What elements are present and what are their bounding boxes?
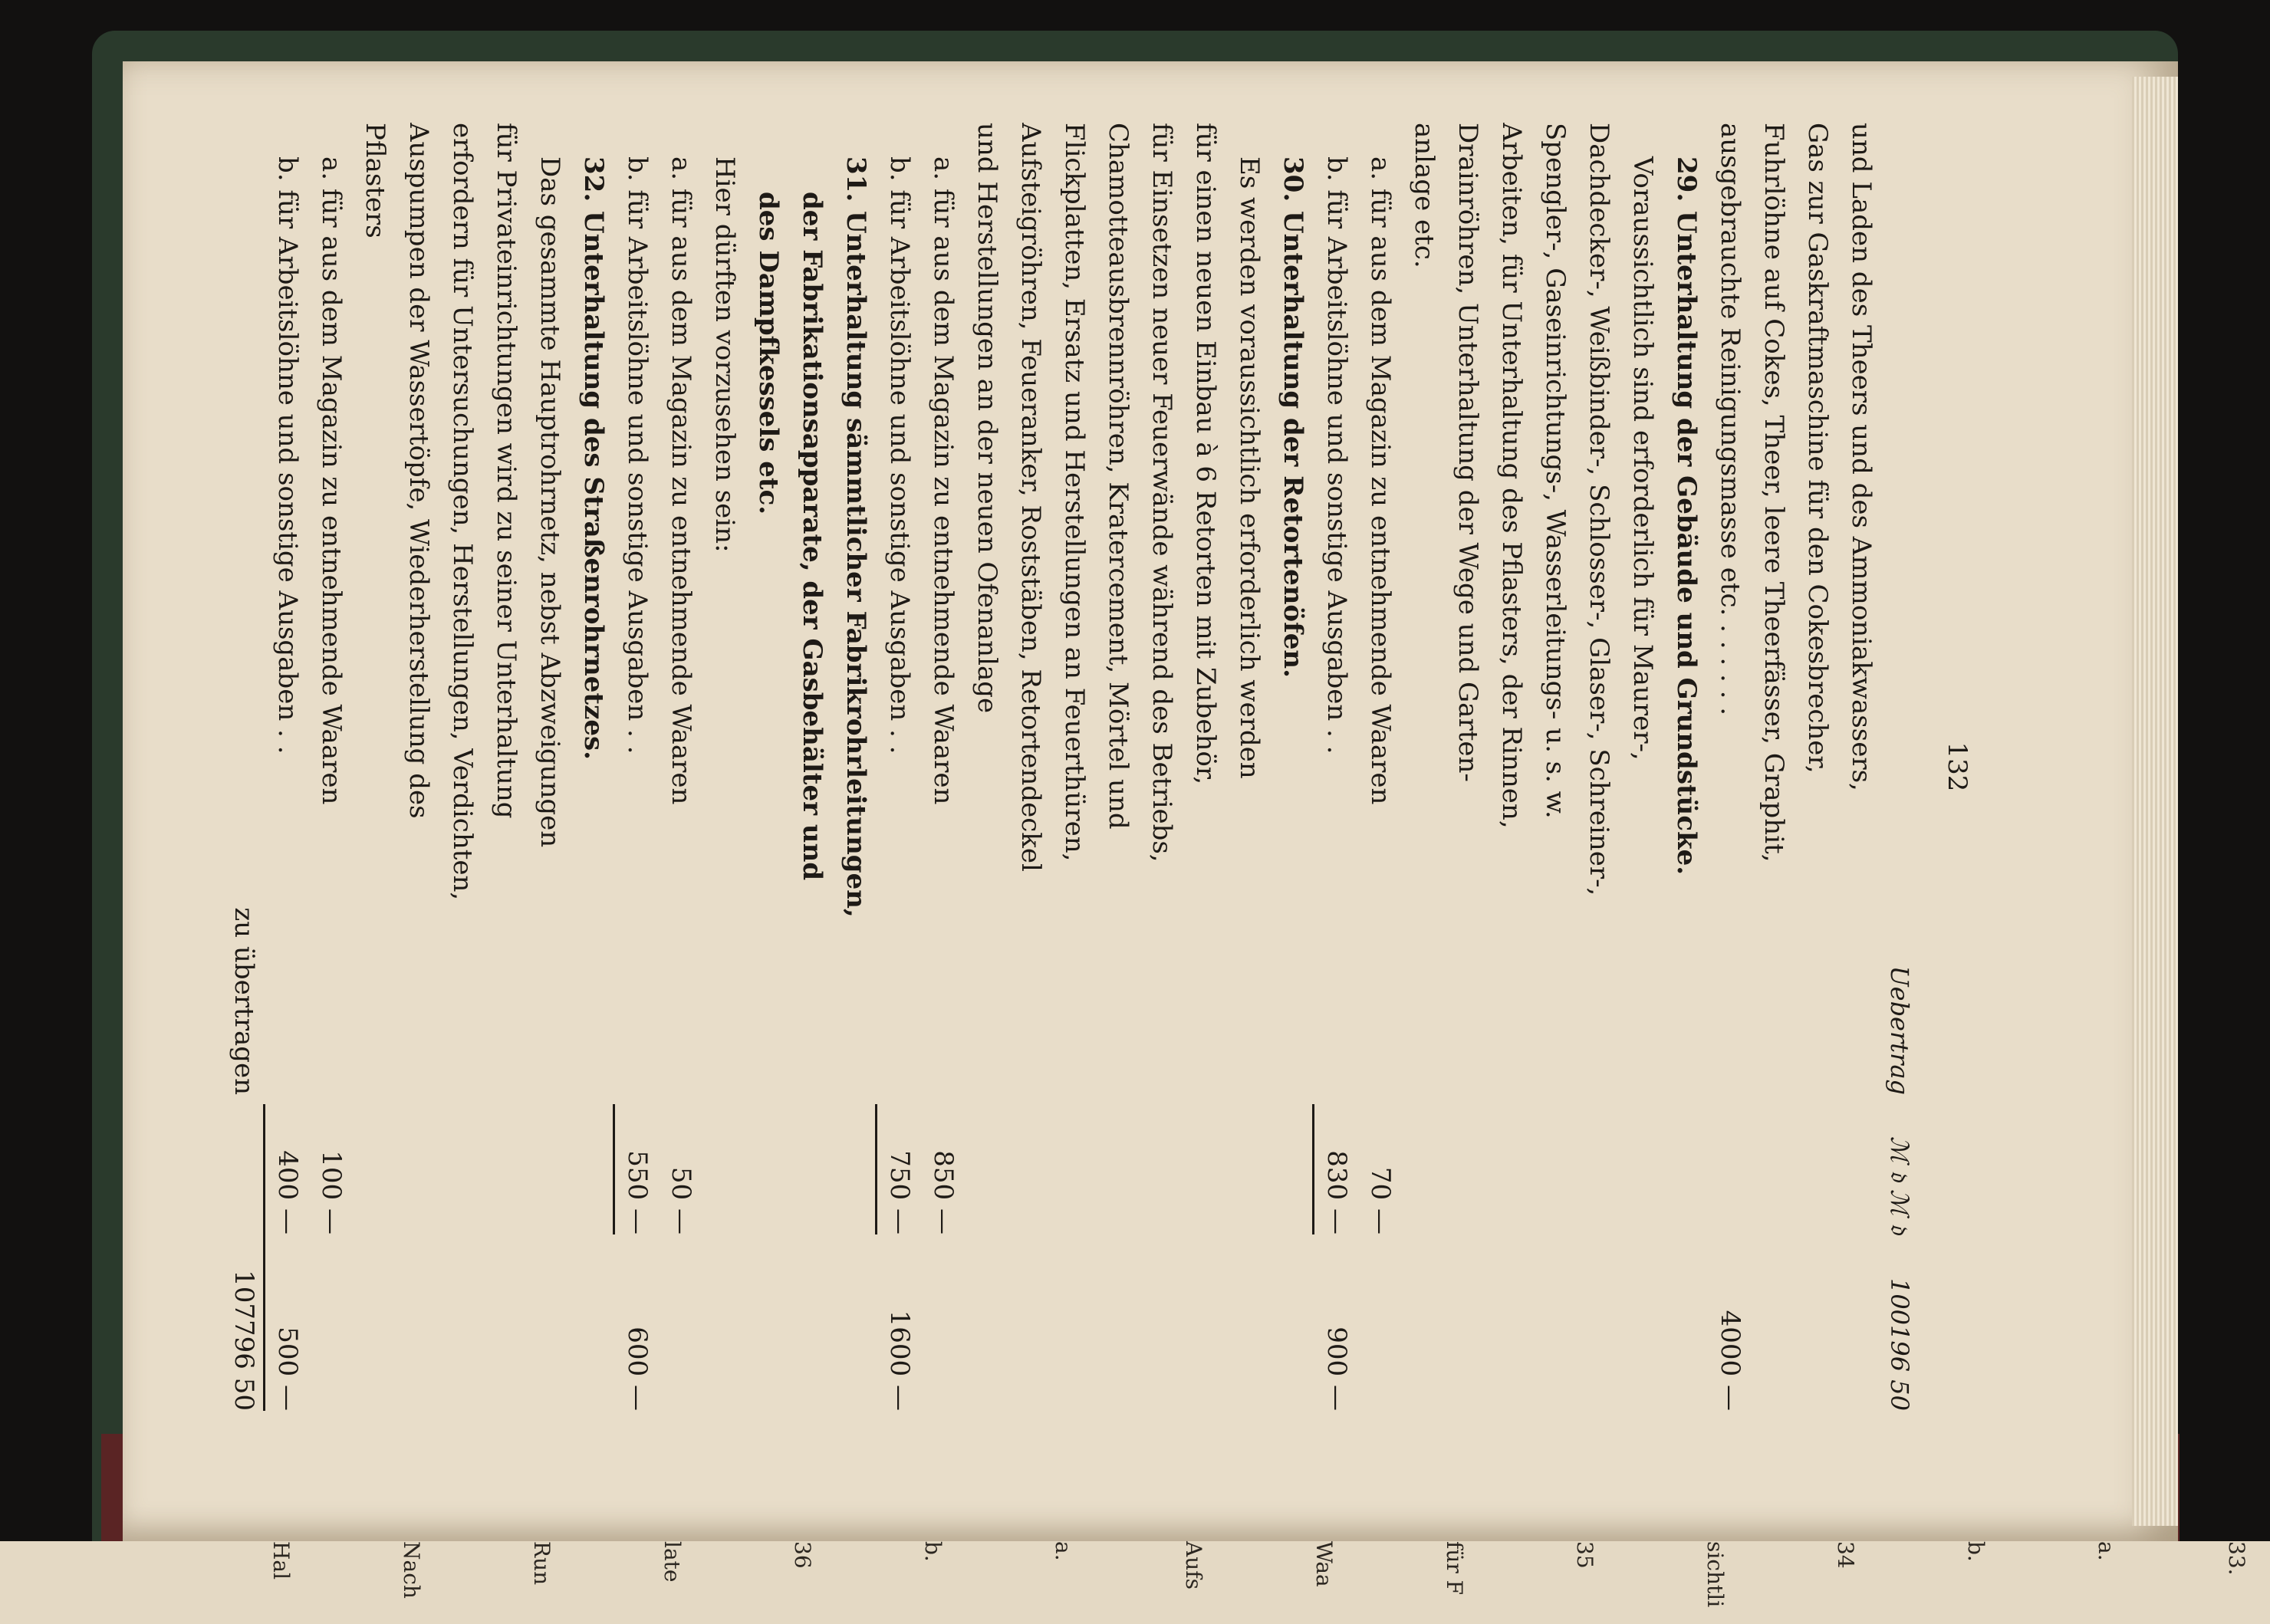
text-line xyxy=(1489,123,1533,1411)
text-line xyxy=(1227,123,1271,1411)
page-number: 132 xyxy=(1942,741,1972,792)
ledger-lines xyxy=(265,123,1883,1411)
line-text: a. für aus dem Magazin zu entnehmende Waaren xyxy=(928,156,959,805)
next-page-fragment: a. xyxy=(2094,1541,2119,1561)
text-line xyxy=(571,123,615,1411)
text-line xyxy=(1096,123,1140,1411)
footer-label: zu übertragen xyxy=(229,907,259,1095)
next-page-fragment: 35 xyxy=(1572,1541,1597,1569)
line-text: b. für Arbeitslöhne und sonstige Ausgaben . . xyxy=(272,156,303,754)
next-page-strip xyxy=(0,1541,2270,1624)
text-line xyxy=(265,123,309,1411)
text-line xyxy=(702,123,746,1411)
line-text: 29. Unterhaltung der Gebäude und Grundstücke. xyxy=(1671,156,1702,876)
column-header xyxy=(1883,123,1921,1411)
text-line xyxy=(1314,123,1358,1411)
next-page-fragment: Aufs xyxy=(1181,1541,1206,1589)
text-line xyxy=(1664,123,1708,1411)
text-line xyxy=(877,123,921,1411)
next-page-fragment: Nach xyxy=(399,1541,424,1599)
amount-column-2: 4000 — xyxy=(1715,1310,1745,1411)
amount-column-1: 100 — xyxy=(316,1150,347,1234)
amount-column-1: 70 — xyxy=(1365,1166,1396,1234)
line-text: ausgebrauchte Reinigungsmasse etc. . . . . . . xyxy=(1715,123,1745,716)
next-page-fragment: Waa xyxy=(1311,1541,1337,1587)
line-text: b. für Arbeitslöhne und sonstige Ausgaben . . xyxy=(622,156,653,754)
line-text: für Einsetzen neuer Feuerwände während des Betriebs, xyxy=(1147,123,1177,863)
line-text: für Privateinrichtungen wird zu seiner Unterhaltung xyxy=(491,123,521,819)
line-text: 30. Unterhaltung der Retortenöfen. xyxy=(1278,156,1308,678)
text-line xyxy=(615,123,659,1411)
amount-column-1: 750 — xyxy=(875,1104,921,1234)
next-page-fragment: 33. xyxy=(2224,1541,2249,1576)
line-text: Fuhrlöhne auf Cokes, Theer, leere Theerfässer, Graphit, xyxy=(1758,123,1789,863)
text-line xyxy=(790,123,834,1411)
line-text: a. für aus dem Magazin zu entnehmende Waaren xyxy=(316,156,347,805)
line-text: Auspumpen der Wassertöpfe, Wiederherstellung des xyxy=(403,123,434,819)
text-line xyxy=(309,123,353,1411)
line-text: Arbeiten, für Unterhaltung des Pflasters, der Rinnen, xyxy=(1496,123,1527,829)
next-page-fragment: für F xyxy=(1442,1541,1467,1596)
footer-total: 107796 50 xyxy=(229,1270,259,1411)
next-page-fragment: Hal xyxy=(268,1541,294,1580)
currency-marks: ℳ 𝔡 ℳ 𝔡 xyxy=(1885,1136,1914,1234)
next-page-fragment: b. xyxy=(1963,1541,1989,1562)
next-page-fragment: 34 xyxy=(1833,1541,1858,1569)
line-text: und Herstellungen an der neuen Ofenanlage xyxy=(972,123,1002,714)
line-text: Flickplatten, Ersatz und Herstellungen an Feuerthüren, xyxy=(1059,123,1090,862)
text-line xyxy=(746,123,790,1411)
amount-column-2: 500 — xyxy=(263,1234,309,1411)
line-text: b. für Arbeitslöhne und sonstige Ausgaben . . xyxy=(1321,156,1352,754)
text-line xyxy=(659,123,702,1411)
footer-row xyxy=(222,123,265,1411)
amount-column-1: 830 — xyxy=(1312,1104,1358,1234)
text-line xyxy=(1708,123,1752,1411)
text-line xyxy=(965,123,1008,1411)
amount-column-1: 850 — xyxy=(928,1150,959,1234)
text-line xyxy=(1402,123,1446,1411)
uebertrag-label: Uebertrag xyxy=(1885,965,1914,1095)
line-text: der Fabrikationsapparate, der Gasbehälter und xyxy=(797,192,827,881)
line-text: Drainröhren, Unterhaltung der Wege und Garten- xyxy=(1452,123,1483,782)
line-text: Chamotteausbrennröhren, Kratercement, Mörtel und xyxy=(1103,123,1133,830)
line-text: 32. Unterhaltung des Straßenrohrnetzes. xyxy=(578,156,609,760)
line-text: Voraussichtlich sind erforderlich für Maurer-, xyxy=(1627,156,1658,761)
line-text: erfordern für Untersuchungen, Herstellungen, Verdichten, xyxy=(447,123,478,901)
text-line xyxy=(1052,123,1096,1411)
amount-column-1: 550 — xyxy=(613,1104,659,1234)
page-content xyxy=(229,123,1979,1411)
line-text: Gas zur Gaskraftmaschine für den Cokesbrecher, xyxy=(1802,123,1833,774)
line-text: Pflasters xyxy=(360,123,390,238)
next-page-fragment: late xyxy=(660,1541,685,1583)
text-line xyxy=(353,123,396,1411)
text-line xyxy=(1533,123,1577,1411)
line-text: Hier dürften vorzusehen sein: xyxy=(709,156,740,553)
text-line xyxy=(1008,123,1052,1411)
line-text: des Dampfkessels etc. xyxy=(753,192,784,515)
next-page-fragment: sichtli xyxy=(1702,1541,1728,1608)
line-text: a. für aus dem Magazin zu entnehmende Waaren xyxy=(666,156,696,805)
line-text: b. für Arbeitslöhne und sonstige Ausgaben . . xyxy=(884,156,915,754)
line-text: a. für aus dem Magazin zu entnehmende Waaren xyxy=(1365,156,1396,805)
line-text: Dachdecker-, Weißbinder-, Schlosser-, Glaser-, Schreiner-, xyxy=(1584,123,1614,896)
text-line xyxy=(921,123,965,1411)
text-line xyxy=(1752,123,1795,1411)
next-page-fragment: Run xyxy=(529,1541,554,1586)
next-page-fragment: a. xyxy=(1051,1541,1076,1561)
text-line xyxy=(1446,123,1489,1411)
amount-column-2: 900 — xyxy=(1321,1326,1352,1411)
uebertrag-value: 100196 50 xyxy=(1885,1277,1914,1411)
line-text: für einen neuen Einbau à 6 Retorten mit Zubehör, xyxy=(1190,123,1221,785)
line-text: Spengler-, Gaseinrichtungs-, Wasserleitungs- u. s. w. xyxy=(1540,123,1571,819)
line-text: Es werden voraussichtlich erforderlich werden xyxy=(1234,156,1265,779)
text-line xyxy=(834,123,877,1411)
amount-column-1: 400 — xyxy=(263,1104,309,1234)
text-line xyxy=(1839,123,1883,1411)
text-line xyxy=(484,123,528,1411)
text-line xyxy=(1620,123,1664,1411)
amount-column-2: 600 — xyxy=(622,1326,653,1411)
text-line xyxy=(1577,123,1620,1411)
page-edges xyxy=(2132,77,2178,1526)
next-page-fragment: 36 xyxy=(790,1541,815,1569)
text-line xyxy=(1358,123,1402,1411)
line-text: anlage etc. xyxy=(1409,123,1439,268)
text-line xyxy=(440,123,484,1411)
text-line xyxy=(1183,123,1227,1411)
line-text: Das gesammte Hauptrohrnetz, nebst Abzweigungen xyxy=(535,156,565,848)
line-text: 31. Unterhaltung sämmtlicher Fabrikrohrleitungen, xyxy=(841,156,871,918)
amount-column-2: 1600 — xyxy=(884,1310,915,1411)
text-line xyxy=(396,123,440,1411)
text-line xyxy=(1271,123,1314,1411)
amount-column-1: 50 — xyxy=(666,1166,696,1234)
next-page-fragment: b. xyxy=(920,1541,946,1562)
text-line xyxy=(1795,123,1839,1411)
text-line xyxy=(1140,123,1183,1411)
line-text: Aufsteigröhren, Feueranker, Roststäben, Retortendeckel xyxy=(1015,123,1046,872)
line-text: und Laden des Theers und des Ammoniakwassers, xyxy=(1846,123,1877,791)
text-line xyxy=(528,123,571,1411)
